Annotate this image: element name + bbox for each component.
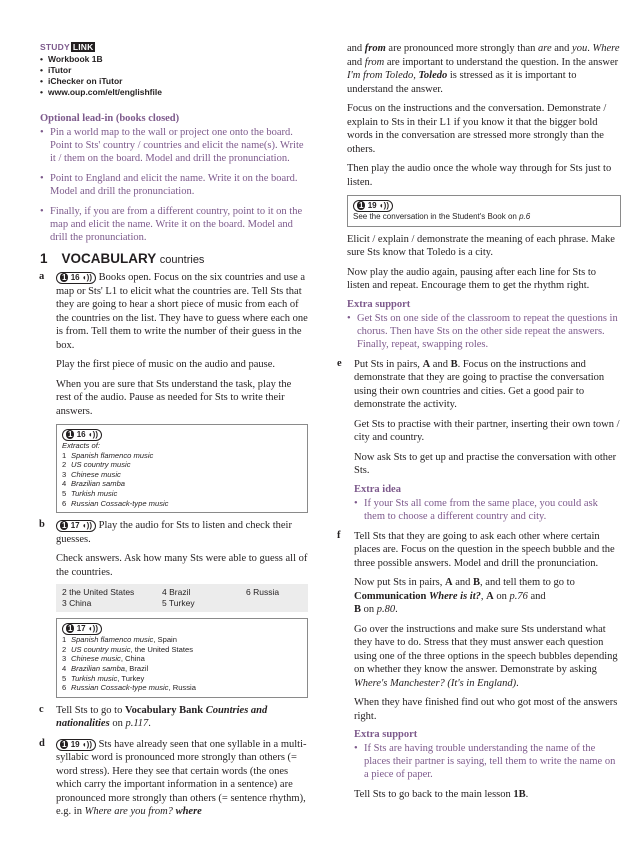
item-letter: f	[337, 529, 341, 541]
section-subtitle: countries	[159, 254, 205, 266]
script-text: US country music	[71, 644, 131, 654]
script-text: US country music	[71, 460, 131, 470]
partner-b: B	[473, 577, 481, 589]
item-f-p3	[347, 623, 621, 691]
closing-instruction	[347, 788, 621, 802]
script-line: 4 Brazilian samba	[62, 479, 126, 489]
extra-idea-heading: Extra idea	[354, 483, 401, 495]
item-d-instructions: Sts have already seen that one syllable in a multi-syllabic word is pronounced more strongly than others (= word stress). Here they see that certain words (the ones which carry the important information in a sentence) are pronounced more strongly than others (= sentence rhythm), e.g. in	[56, 738, 307, 818]
track-number: 17	[70, 521, 80, 531]
script-text: Spanish flamenco music	[71, 450, 154, 460]
text-run: are important to understand the question. In the answer	[384, 56, 619, 68]
script-country: , Turkey	[117, 673, 145, 683]
track-number: 19	[70, 739, 80, 749]
item-e-p2: Get Sts to practise with their partner, inserting their own town / city and country.	[354, 418, 620, 444]
lead-in-heading: Optional lead-in (books closed)	[40, 113, 180, 124]
section-title: VOCABULARY	[61, 251, 157, 266]
partner-a: A	[486, 590, 494, 602]
script-country: , Brazil	[125, 663, 149, 673]
item-letter: d	[39, 737, 45, 749]
right-column	[337, 0, 621, 802]
audio-track-badge[interactable]: 1 17 ◖))	[62, 623, 102, 635]
answer-cell: 6 Russia	[246, 587, 280, 598]
script-line: 1 Spanish flamenco music	[62, 450, 154, 460]
audio-track-badge[interactable]: 1 19 ◖))	[353, 200, 393, 212]
example-question: Where's Manchester?	[354, 677, 445, 689]
communication-topic: Where is it?	[428, 590, 481, 602]
cd-number: 1	[68, 430, 73, 439]
stressed-word: from	[364, 43, 386, 54]
text-run: Tell Sts to go to	[56, 704, 125, 716]
item-e-text	[347, 358, 621, 412]
script-text: Russian Cossack-type music	[71, 683, 169, 693]
stressed-word: Where	[592, 43, 620, 54]
item-f-p4: When they have finished find out who got most of the answers right.	[354, 697, 618, 722]
script-country: , China	[120, 654, 145, 664]
text-run: is stressed as it is important to understand the answer.	[347, 70, 577, 95]
item-a-p2: Play the first piece of music on the audio and pause.	[56, 359, 275, 370]
section-heading	[40, 251, 308, 266]
script-note	[353, 212, 615, 222]
script-text: Chinese music	[71, 469, 121, 479]
study-link-heading	[40, 42, 308, 52]
study-link-item: • Workbook 1B	[40, 54, 308, 65]
audio-script-box	[347, 195, 621, 227]
audio-script-box	[56, 424, 308, 513]
script-line: 5 Turkish music	[62, 488, 118, 498]
study-link-item: • iTutor	[40, 65, 308, 76]
item-d	[40, 738, 308, 819]
item-a-p3: When you are sure that Sts understand the task, play the rest of the audio. Pause as needed for Sts to write their answers.	[56, 378, 292, 417]
script-list	[62, 451, 302, 509]
item-d-text	[49, 738, 308, 819]
lead-in-list	[40, 126, 308, 244]
rhythm-explanation	[347, 42, 621, 96]
script-text: Russian Cossack-type music	[71, 498, 169, 508]
text-run: on	[493, 590, 510, 602]
unstressed-word: are	[538, 43, 552, 54]
study-link-item: • iChecker on iTutor	[40, 76, 308, 87]
instructions-paragraph: Elicit / explain / demonstrate the meaning of each phrase. Make sure Sts know that Toledo is a city.	[347, 233, 615, 259]
unstressed-word: you	[572, 43, 588, 54]
text-run: Put Sts in pairs,	[354, 358, 423, 370]
item-f	[338, 530, 621, 802]
track-number: 19	[367, 201, 377, 210]
item-f-p2	[347, 576, 621, 617]
script-country: , Russia	[168, 683, 196, 693]
cd-number: 1	[68, 624, 73, 634]
text-run: on	[361, 604, 377, 616]
script-text: Turkish music	[71, 488, 118, 498]
study-link-url[interactable]: • www.oup.com/elt/englishfile	[40, 87, 308, 98]
answer-key-box	[56, 584, 308, 612]
audio-track-badge[interactable]: 1 16 ◖))	[62, 429, 102, 441]
track-number: 16	[70, 273, 80, 282]
text-run: .	[587, 43, 593, 54]
link-label: LINK	[72, 42, 94, 52]
item-letter: a	[39, 271, 45, 282]
item-e-p3: Now ask Sts to get up and practise the conversation with other Sts.	[354, 451, 617, 477]
text-run: on	[109, 718, 126, 730]
script-intro: Extracts of:	[62, 441, 100, 450]
item-a	[40, 271, 308, 513]
study-label: STUDY	[40, 42, 70, 52]
extra-support-list	[347, 312, 621, 351]
partner-a: A	[422, 358, 431, 370]
extra-support-heading: Extra support	[354, 729, 418, 741]
item-b-text	[49, 519, 308, 546]
script-line: 2 US country music, the United States	[62, 644, 193, 654]
extra-support-heading: Extra support	[347, 298, 411, 310]
text-run: .	[395, 604, 398, 616]
audio-track-badge[interactable]: 1 19 ◖))	[56, 739, 96, 751]
item-b-instructions: Play the audio for Sts to listen and check their guesses.	[56, 520, 292, 545]
answer-cell: 2 the United States	[62, 587, 135, 598]
item-letter: c	[39, 703, 44, 715]
instructions-paragraph: Now play the audio again, pausing after each line for Sts to listen and repeat. Encourage them to get the rhythm right.	[347, 266, 597, 292]
partner-b: B	[354, 604, 362, 616]
extra-support-bullet: • Get Sts on one side of the classroom to repeat the questions in chorus. Then have Sts on the other side repeat the answers. Finally, repeat, swapping roles.	[347, 312, 621, 351]
stressed-word: from	[364, 56, 385, 68]
text-run: .	[148, 718, 151, 730]
item-c-text	[49, 704, 308, 731]
item-a-instructions: Books open. Focus on the six countries and use a map or Sts' L1 to elicit what the countries are. Tell Sts that they are going to hear a short piece of music from each of the countries on the list. They have to guess where each one is from. Tell them to write the number of their guess in the box.	[56, 272, 308, 351]
extra-support-list	[347, 742, 621, 781]
item-letter: b	[39, 519, 45, 531]
extra-idea-bullet: • If your Sts all come from the same place, you could ask them to choose a different country and city.	[354, 497, 621, 523]
script-line: 2 US country music	[62, 460, 131, 470]
script-line: 1 Spanish flamenco music, Spain	[62, 635, 177, 645]
text-run: and	[347, 43, 365, 54]
item-c	[40, 704, 308, 731]
text-run: are pronounced more strongly than	[385, 43, 539, 54]
item-e	[338, 358, 621, 523]
text-run: .	[516, 677, 519, 689]
script-line: 3 Chinese music, China	[62, 654, 145, 664]
vocab-bank-topic: Countries and nationalities	[56, 704, 268, 730]
partner-a: A	[445, 577, 453, 589]
vocab-bank-link[interactable]: Vocabulary Bank	[124, 704, 204, 716]
communication-link[interactable]: Communication	[354, 590, 427, 602]
text-run: ,	[480, 590, 487, 602]
script-list	[62, 635, 302, 693]
page-ref: p.117	[125, 718, 149, 730]
lesson-ref: 1B	[513, 789, 526, 801]
script-text: Chinese music	[71, 654, 121, 664]
script-line: 5 Turkish music, Turkey	[62, 673, 145, 683]
lead-in-bullet: • Point to England and elicit the name. Write it on the board. Model and drill the pronunciation.	[40, 172, 308, 198]
text-run: and	[452, 577, 474, 589]
track-number: 17	[76, 624, 86, 634]
script-text: Brazilian samba	[71, 479, 126, 489]
example-question: Where are you from?	[84, 806, 173, 818]
text-run: Go over the instructions and make sure Sts understand what they have to do. Stress that they must answer each question using one of the three options in the speech bubbles depending on whether they know the answer. Demonstrate by asking	[354, 623, 618, 676]
script-text: Spanish flamenco music	[71, 635, 154, 645]
audio-track-badge[interactable]: 1 16 ◖))	[56, 272, 96, 284]
script-line: 6 Russian Cossack-type music, Russia	[62, 683, 196, 693]
audio-script-box	[56, 618, 308, 698]
stressed-word: Toledo	[418, 70, 448, 81]
answer-cell: 4 Brazil	[162, 587, 191, 598]
page-ref: p.76	[509, 590, 528, 602]
answer-cell	[246, 598, 316, 609]
extra-idea-list	[347, 497, 621, 523]
script-line: 6 Russian Cossack-type music	[62, 498, 169, 508]
cd-number: 1	[359, 201, 364, 210]
text-run: , and tell them to go to	[480, 577, 575, 589]
text-run: See the conversation in the Student's Book on	[353, 212, 520, 221]
text-run: . Focus on the instructions and demonstrate that they are going to practise the conversation using their own countries and cities. Get a good pair to demonstrate the activity.	[354, 358, 605, 411]
script-line: 4 Brazilian samba, Brazil	[62, 663, 149, 673]
item-f-text: Tell Sts that they are going to ask each other where certain places are. Focus on the question in the speech bubble and the three possible answers. Model and drill the pronunciation.	[354, 530, 615, 569]
script-text: Brazilian samba	[71, 663, 126, 673]
lead-in-bullet: • Pin a world map to the wall or project one onto the board. Point to Sts' country / countries and elicit the name(s). Write it / them on the board. Model and drill the pronunciation.	[40, 126, 308, 165]
example-answer: I'm from Toledo,	[347, 70, 416, 81]
text-run: Tell Sts to go back to the main lesson	[354, 789, 514, 801]
lead-in-bullet: • Finally, if you are from a different country, point to it on the map and elicit the name. Write it on the board. Model and drill the pronunciation.	[40, 205, 308, 244]
answer-cell: 3 China	[62, 598, 92, 609]
stressed-word: where	[175, 806, 202, 818]
text-run: and	[527, 590, 546, 602]
script-country: , the United States	[130, 644, 193, 654]
instructions-paragraph: Focus on the instructions and the conversation. Demonstrate / explain to Sts in their L1 if you know it that the bigger bold words in the conversation are stressed more strongly than the others.	[347, 103, 607, 155]
track-number: 16	[76, 430, 86, 439]
text-run: .	[525, 789, 529, 801]
answer-cell: 5 Turkey	[162, 598, 195, 609]
audio-track-badge[interactable]: 1 17 ◖))	[56, 520, 96, 532]
text-run: and	[347, 56, 365, 68]
study-link-list	[40, 54, 308, 98]
page-ref: p.80	[376, 604, 396, 616]
script-text: Turkish music	[71, 673, 118, 683]
item-b-p2: Check answers. Ask how many Sts were able to guess all of the countries.	[56, 553, 308, 578]
instructions-paragraph: Then play the audio once the whole way through for Sts just to listen.	[347, 163, 612, 188]
text-run: and	[551, 43, 573, 54]
left-column	[40, 0, 308, 819]
text-run: and	[430, 358, 451, 370]
partner-b: B	[450, 358, 458, 370]
extra-support-bullet: • If Sts are having trouble understanding the name of the places their partner is saying, tell them to write the name on a piece of paper.	[354, 742, 621, 781]
script-line: 3 Chinese music	[62, 469, 121, 479]
item-b	[40, 519, 308, 698]
item-letter: e	[337, 357, 342, 369]
example-answer: (It's in England)	[447, 677, 517, 689]
section-number: 1	[40, 251, 48, 266]
text-run: Now put Sts in pairs,	[354, 577, 446, 589]
page-ref: p.6	[519, 212, 531, 221]
script-country: , Spain	[153, 635, 177, 645]
item-a-text	[49, 271, 308, 352]
